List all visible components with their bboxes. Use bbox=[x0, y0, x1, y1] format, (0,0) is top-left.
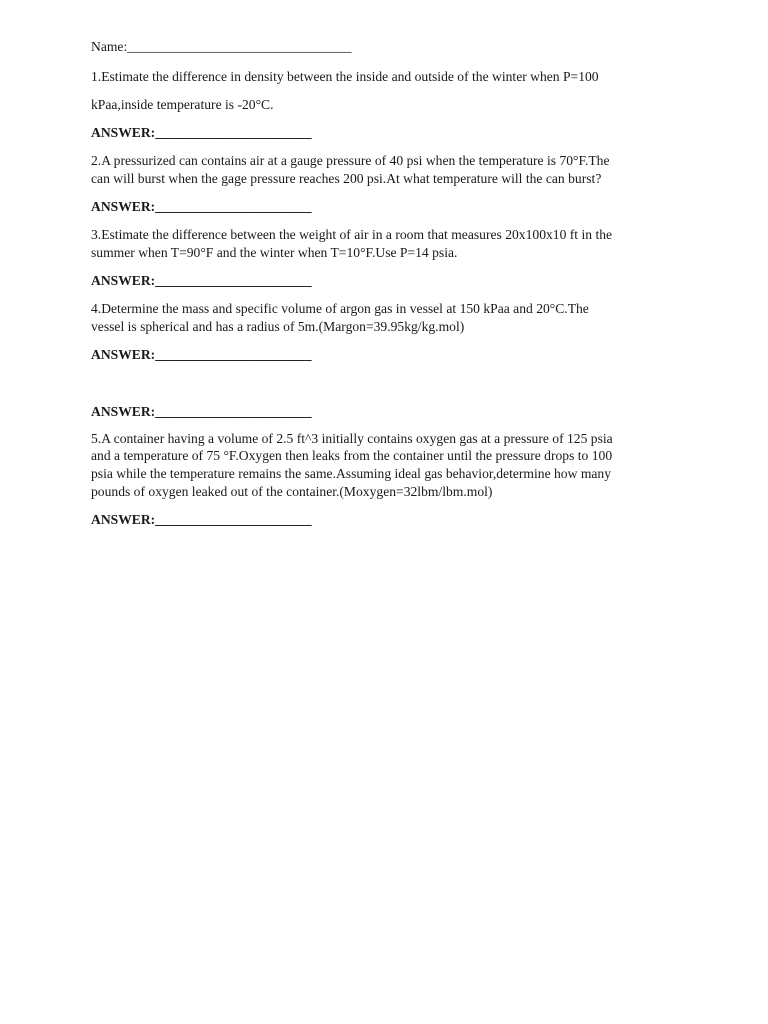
answer-4b-field[interactable]: ANSWER:_______________________ bbox=[91, 404, 312, 419]
question-3-line-2: summer when T=90°F and the winter when T=10°F.Use P=14 psia. bbox=[91, 245, 458, 260]
name-field-line[interactable]: Name:_________________________________ bbox=[91, 39, 352, 54]
question-5-line-4: pounds of oxygen leaked out of the container.(Moxygen=32lbm/lbm.mol) bbox=[91, 484, 493, 499]
question-5-line-2: and a temperature of 75 °F.Oxygen then leaks from the container until the pressure drops to 100 bbox=[91, 448, 613, 463]
question-2-line-2: can will burst when the gage pressure reaches 200 psi.At what temperature will the can burst? bbox=[91, 171, 602, 186]
answer-4a-field[interactable]: ANSWER:_______________________ bbox=[91, 347, 312, 362]
answer-1-field[interactable]: ANSWER:_______________________ bbox=[91, 125, 312, 140]
question-3-line-1: 3.Estimate the difference between the weight of air in a room that measures 20x100x10 ft in the bbox=[91, 227, 613, 242]
question-5-line-1: 5.A container having a volume of 2.5 ft^3 initially contains oxygen gas at a pressure of 125 psia bbox=[91, 431, 613, 446]
answer-2-field[interactable]: ANSWER:_______________________ bbox=[91, 199, 312, 214]
answer-3-field[interactable]: ANSWER:_______________________ bbox=[91, 273, 312, 288]
question-4-line-2: vessel is spherical and has a radius of 5m.(Margon=39.95kg/kg.mol) bbox=[91, 319, 465, 334]
question-4-line-1: 4.Determine the mass and specific volume of argon gas in vessel at 150 kPaa and 20°C.The bbox=[91, 301, 589, 316]
question-1-line-2: kPaa,inside temperature is -20°C. bbox=[91, 97, 274, 112]
answer-5-field[interactable]: ANSWER:_______________________ bbox=[91, 512, 312, 527]
question-1-line-1: 1.Estimate the difference in density between the inside and outside of the winter when P=100 bbox=[91, 69, 599, 84]
question-5-line-3: psia while the temperature remains the same.Assuming ideal gas behavior,determine how many bbox=[91, 466, 612, 481]
question-2-line-1: 2.A pressurized can contains air at a gauge pressure of 40 psi when the temperature is 70°F.The bbox=[91, 153, 610, 168]
